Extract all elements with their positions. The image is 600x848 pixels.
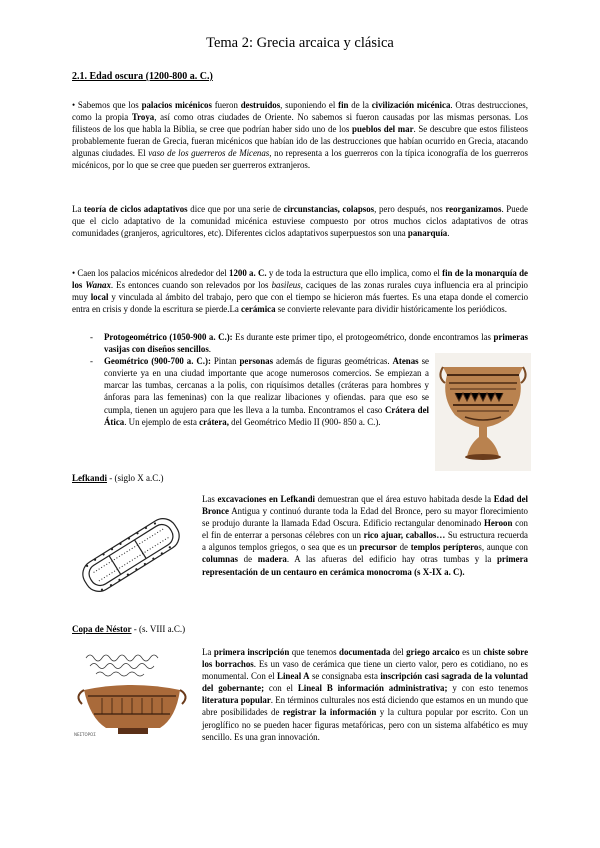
list-item-protogeometrico: - Protogeométrico (1050-900 a. C.): Es durante este primer tipo, el protogeométrico, donde encontramos las primeras vasijas con diseños sencillos. — [72, 331, 528, 355]
nestor-heading: Copa de Néstor - (s. VIII a.C.) — [72, 624, 186, 634]
paragraph-caida-palacios: • Caen los palacios micénicos alrededor del 1200 a. C. y de toda la estructura que ello implica, como el fin de la monarquía de los Wanax. Es entonces cuando son relevados por los basileus, caciques de las zonas rurales cuya influencia era al principio muy local y vinculada al ámbito del trabajo, pero que con el tiempo se hicieron más fuertes. Es una etapa donde el comercio entra en crisis y donde la escritura se pierde.La cerámica se convierte relevante para dividir históricamente los periódicos. — [72, 268, 529, 315]
nestor-paragraph: La primera inscripción que tenemos documentada del griego arcaico es un chiste sobre los borrachos. Es un vaso de cerámica que tiene un cierto valor, pero es cotidiano, no es monumental. Con el Lineal A se consignaba esta inscripción casi sagrada de la voluntad del gobernante; con el Lineal B información administrativa; y con esto tenemos literatura popular. En términos culturales nos está diciendo que estamos en un mundo que abre posibilidades de registrar la información y la cultura popular por escrito. Con un jeroglífico no se pueden hacer figuras metafóricas, pero con un sistema alfabético es muy sencillo. Es una gran innovación. — [202, 647, 529, 742]
nestor-cup-image — [72, 644, 194, 744]
list-item-geometrico: - Geométrico (900-700 a. C.): Pintan personas además de figuras geométricas. Atenas se convierte ya en una ciudad importante que acoge numerosos comercios. Se empiezan a marcar las tumbas, cercanas a la polis, con riquísimos detalles (cráteras para hombres y ánforas para las femeninas) con la que realizar libaciones y ofiendas. para que eso se cumpla, tienen un agujero para que les lleva a la tumba. Encontramos el caso Crátera del Ática. Un ejemplo de esta crátera, del Geométrico Medio II (900- 850 a. C.). — [72, 355, 429, 428]
krater-image — [435, 353, 531, 471]
page-title: Tema 2: Grecia arcaica y clásica — [206, 35, 394, 51]
section-heading: 2.1. Edad oscura (1200-800 a. C.) — [72, 71, 213, 82]
heroon-plan-drawing — [72, 495, 190, 615]
paragraph-pueblos-del-mar: • Sabemos que los palacios micénicos fueron destruidos, suponiendo el fin de la civilización micénica. Otras destrucciones, como la propia Troya, así como otras ciudades de Oriente. No sabemos si fueron causadas por las mismas personas. Los filisteos de los que habla la Biblia, se cree que podrían haber sido uno de los pueblos del mar. Se descubre que estos filisteos probablemente fueran de Grecia, fueran micénicos que habían ido de las destrucciones que habían ocurrido en Grecia, atacando algunas ciudades. El vaso de los guerreros de Micenas, no representa a los guerreros con la típica iconografía de los guerreros micénicos, por lo que se cree que pueden ser guerreros extranjeros. — [72, 100, 529, 171]
paragraph-ciclos-adaptativos: La teoría de ciclos adaptativos dice que por una serie de circunstancias, colapsos, pero después, nos reorganizamos. Puede que el ciclo adaptativo de la comunidad micénica estuviese compuesto por otros muchos ciclos adaptativos de otras comunidades (granjeros, agricultores, etc). Diferentes ciclos adaptativos superpuestos son una panarquía. — [72, 204, 529, 239]
lefkandi-heading: Lefkandi - (siglo X a.C.) — [72, 473, 164, 483]
lefkandi-paragraph: Las excavaciones en Lefkandi demuestran que el área estuvo habitada desde la Edad del Bronce Antigua y continuó durante toda la Edad del Bronce, pero su mayor florecimiento se produjo durante la llamada Edad Oscura. Edificio rectangular denominado Heroon con el fin de enterrar a personas célebres con un rico ajuar, caballos… Su estructura recuerda a algunos templos griegos, o sea que es un precursor de templos perípteros, aunque con columnas de madera. A las afueras del edificio hay otras tumbas y la primera representación de un centauro en cerámica monocroma (s X-IX a. C). — [202, 494, 529, 577]
cup-caption: ΝΕΣΤΟΡΟΣ — [74, 732, 96, 737]
